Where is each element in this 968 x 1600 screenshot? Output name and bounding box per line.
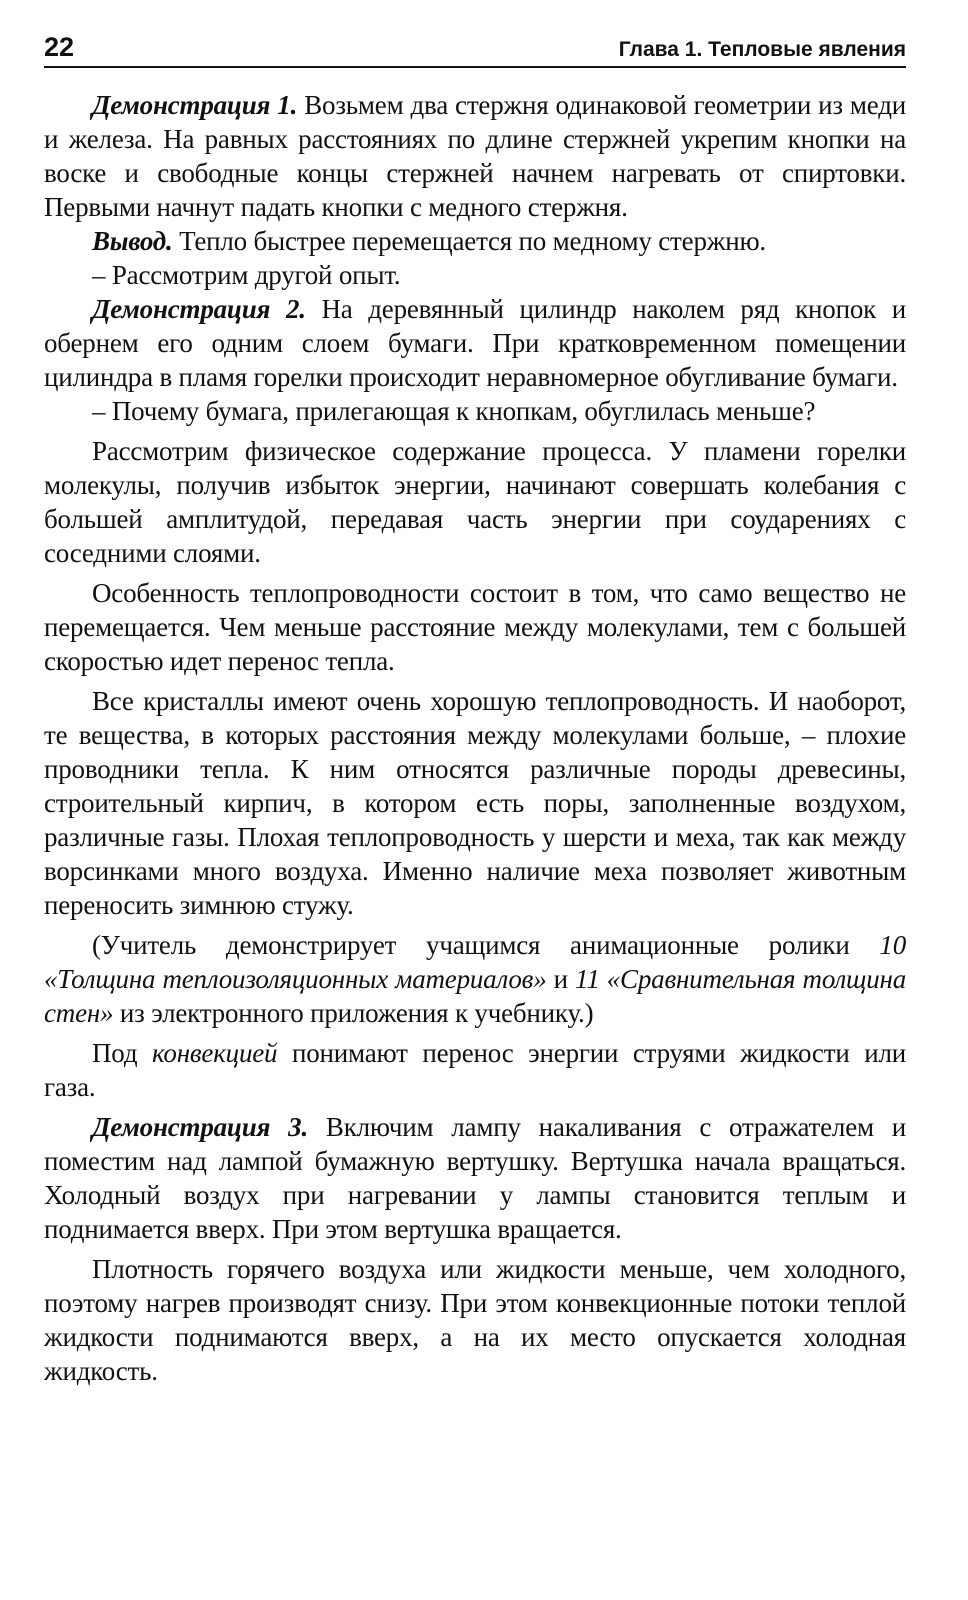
paragraph-question [44,394,906,428]
conclusion-text: Тепло быстрее перемещается по медному стержню. [172,226,766,256]
demo-3-heading: Демонстрация 3. [92,1112,309,1142]
teacher-note-clip-10: 10 «Толщина теплоизоляционных материалов» [44,930,906,994]
demo-3-text: Включим лампу накаливания с отражателем и поместим над лампой бумажную вертушку. Вертушка начала вращаться. Холодный воздух при нагревании у лампы становится теплым и поднимается вверх. При этом вертушка вращается. [44,1112,907,1244]
teacher-note-text-b: и [546,964,576,994]
teacher-note-text-a: (Учитель демонстрирует учащимся анимационные ролики [92,930,880,960]
demo-2-text: На деревянный цилиндр наколем ряд кнопок и обернем его одним слоем бумаги. При кратковременном помещении цилиндра в пламя горелки происходит неравномерное обугливание бумаги. [44,294,906,392]
paragraph-demo-1 [44,88,906,224]
teacher-note-clip-11: 11 «Сравнительная толщина стен» [44,964,907,1028]
paragraph-teacher-note [44,928,906,1030]
paragraph-physics [44,434,906,570]
paragraph-conductivity [44,576,906,678]
question-text: – Почему бумага, прилегающая к кнопкам, обуглилась меньше? [92,396,816,426]
teacher-note-text-c: из электронного приложения к учебнику.) [113,998,594,1028]
conclusion-heading: Вывод. [92,226,173,256]
convection-term: конвекцией [152,1038,278,1068]
paragraph-conclusion [44,224,906,258]
paragraph-crystals [44,684,906,922]
paragraph-dialog-1 [44,258,906,292]
paragraph-convection [44,1036,906,1104]
paragraph-demo-3 [44,1110,906,1246]
physics-text: Рассмотрим физическое содержание процесса. У пламени горелки молекулы, получив избыток энергии, начинают совершать колебания с большей амплитудой, передавая часть энергии при соударениях с соседними слоями. [44,436,906,568]
convection-text-a: Под [92,1038,153,1068]
page-header [44,30,906,68]
crystals-text: Все кристаллы имеют очень хорошую теплопроводность. И наоборот, те вещества, в которых расстояния между молекулами больше, – плохие проводники тепла. К ним относятся различные породы древесины, строительный кирпич, в котором есть поры, заполненные воздухом, различные газы. Плохая теплопроводность у шерсти и меха, так как между ворсинками много воздуха. Именно наличие меха позволяет животным переносить зимнюю стужу. [44,686,906,920]
dialog-1-text: – Рассмотрим другой опыт. [92,260,401,290]
demo-2-heading: Демонстрация 2. [92,294,306,324]
demo-1-text: Возьмем два стержня одинаковой геометрии из меди и железа. На равных расстояниях по длине стержней укрепим кнопки на воске и свободные концы стержней начнем нагревать от спиртовки. Первыми начнут падать кнопки с медного стержня. [44,90,907,222]
book-page [44,30,906,1580]
demo-1-heading: Демонстрация 1. [92,90,298,120]
conductivity-text: Особенность теплопроводности состоит в том, что само вещество не перемещается. Чем меньше расстояние между молекулами, тем с большей скоростью идет перенос тепла. [44,578,906,676]
paragraph-density [44,1252,906,1388]
paragraph-demo-2 [44,292,906,394]
chapter-title: Глава 1. Тепловые явления [618,38,906,61]
page-number: 22 [44,32,75,62]
convection-text-b: понимают перенос энергии струями жидкости или газа. [44,1038,906,1102]
page-body [44,88,906,1388]
density-text: Плотность горячего воздуха или жидкости меньше, чем холодного, поэтому нагрев производят снизу. При этом конвекционные потоки теплой жидкости поднимаются вверх, а на их место опускается холодная жидкость. [44,1254,906,1386]
